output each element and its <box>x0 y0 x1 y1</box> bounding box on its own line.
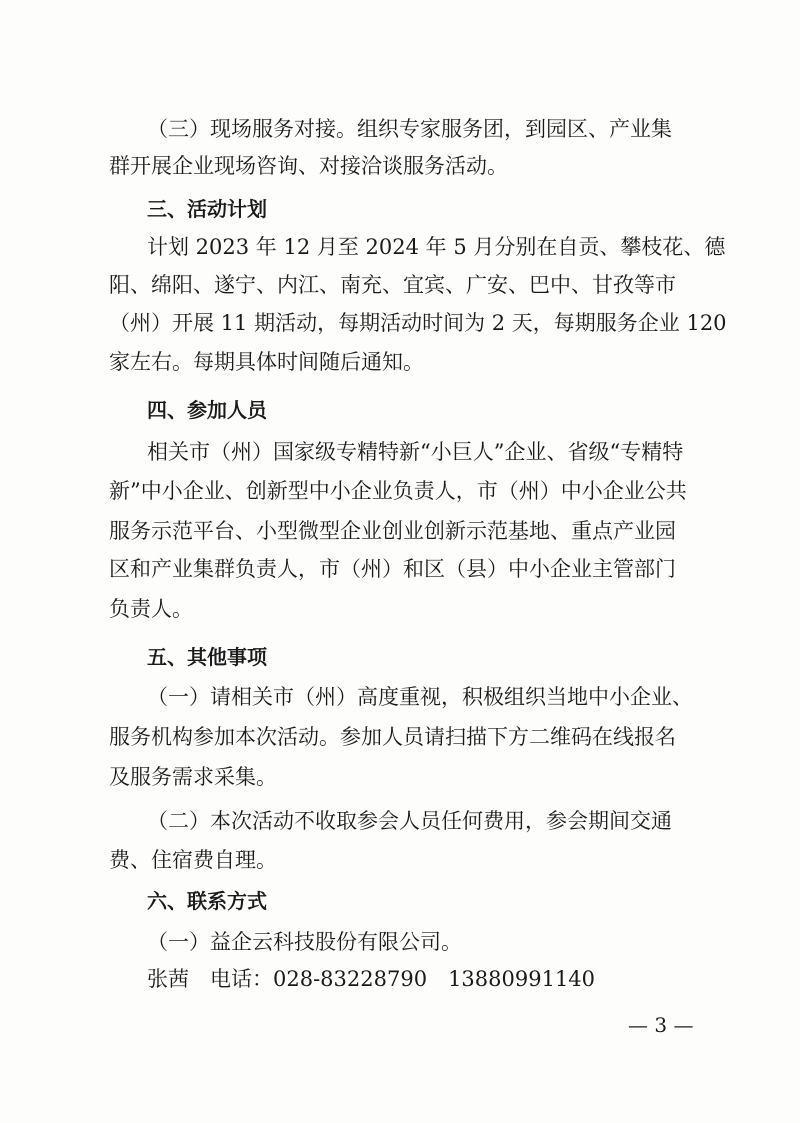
paragraph-line: （二）本次活动不收取参会人员任何费用，参会期间交通 <box>147 809 672 833</box>
paragraph-line: 费、住宿费自理。 <box>109 848 277 872</box>
paragraph-line: 服务示范平台、小型微型企业创业创新示范基地、重点产业园 <box>109 519 676 543</box>
section-heading-other-matters: 五、其他事项 <box>147 645 267 669</box>
section-heading-participants: 四、参加人员 <box>147 398 267 422</box>
paragraph-line: 区和产业集群负责人，市（州）和区（县）中小企业主管部门 <box>109 557 676 581</box>
paragraph-line: 服务机构参加本次活动。参加人员请扫描下方二维码在线报名 <box>109 725 676 749</box>
contact-organization: （一）益企云科技股份有限公司。 <box>147 930 462 954</box>
paragraph-line: （州）开展 11 期活动，每期活动时间为 2 天，每期服务企业 120 <box>109 311 727 335</box>
paragraph-line: 及服务需求采集。 <box>109 765 277 789</box>
paragraph-line: 群开展企业现场咨询、对接洽谈服务活动。 <box>109 154 508 178</box>
paragraph-line: （一）请相关市（州）高度重视，积极组织当地中小企业、 <box>147 685 693 709</box>
paragraph-line: （三）现场服务对接。组织专家服务团，到园区、产业集 <box>147 117 672 141</box>
section-heading-contact: 六、联系方式 <box>147 889 267 913</box>
paragraph-line: 计划 2023 年 12 月至 2024 年 5 月分别在自贡、攀枝花、德 <box>147 235 726 259</box>
paragraph-line: 负责人。 <box>109 597 193 621</box>
contact-person-phone: 张茜 电话：028-83228790 13880991140 <box>147 967 596 991</box>
paragraph-line: 家左右。每期具体时间随后通知。 <box>109 350 424 374</box>
paragraph-line: 阳、绵阳、遂宁、内江、南充、宜宾、广安、巴中、甘孜等市 <box>109 273 676 297</box>
paragraph-line: 相关市（州）国家级专精特新“小巨人”企业、省级“专精特 <box>147 440 684 464</box>
paragraph-line: 新”中小企业、创新型中小企业负责人，市（州）中小企业公共 <box>109 479 687 503</box>
page-number: — 3 — <box>628 1013 694 1037</box>
section-heading-activity-plan: 三、活动计划 <box>147 197 267 221</box>
